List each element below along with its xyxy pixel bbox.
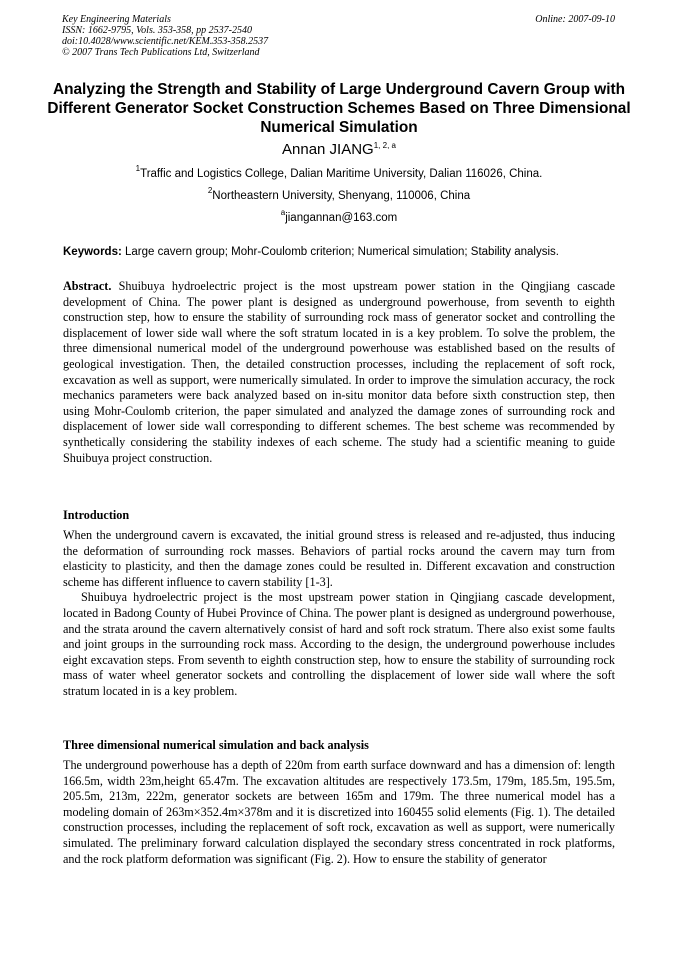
- section-2-paragraph-1: The underground powerhouse has a depth of 220m from earth surface downward and has a dimension of: length 166.5m, width 23m,height 65.47m. The excavation altitudes are respectively 173.5m, 179m, 185.5m, 195.5m, 205.5m, 213m, 222m, generator sockets are between 165m and 179m. The three numerical model has a modeling domain of 263m×352.4m×378m and it is discretized into 160455 solid elements (Fig. 1). The detailed construction processes, including the replacement of soft rock, excavation as well as support, were numerically simulated. The preliminary forward calculation displayed the secondary stress concentrated in rock platforms, and the rock platform deformation was significant (Fig. 2). How to ensure the stability of generator: [63, 758, 615, 866]
- affiliation-1: [0, 164, 678, 181]
- abstract-text: Shuibuya hydroelectric project is the most upstream power station in the Qingjiang cascade development of China. The power plant is designed as underground powerhouse, from seventh to eighth construction step, how to ensure the stability of surrounding rock mass of generator socket and controlling the displacement of lower side wall where the soft stratum located in is a key problem. To solve the problem, the three dimensional numerical model of the underground powerhouse was established based on the results of geological investigation. Then, the detailed construction processes, including the replacement of soft rock, excavation as well as support, were numerically simulated. In order to improve the simulation accuracy, the rock mechanics parameters were back analyzed based on in-situ monitor data before sixth construction step, then using Mohr-Coulomb criterion, the paper simulated and analyzed the damage zones of surrounding rock and displacement of lower side wall corresponding to different schemes. The best scheme was recommended by synthetically considering the stability indexes of each scheme. The study had a scientific meaning to guide Shuibuya project construction.: [63, 279, 616, 465]
- author-email: [0, 208, 678, 225]
- introduction-paragraph-1: When the underground cavern is excavated, the initial ground stress is released and re-adjusted, thus inducing the deformation of surrounding rock masses. Behaviors of partial rocks around the cavern may turn from elasticity to plasticity, and then the damage zones could be resulted in. Different excavation and construction scheme has different influence to cavern stability [1-3].: [63, 528, 615, 589]
- abstract: [63, 279, 615, 466]
- author-superscript: 1, 2, a: [373, 141, 396, 150]
- online-date: Online: 2007-09-10: [535, 14, 615, 25]
- abstract-label: Abstract.: [63, 279, 112, 293]
- author-line: [0, 140, 678, 160]
- issn-line: ISSN: 1662-9795, Vols. 353-358, pp 2537-2540: [62, 25, 252, 36]
- email-marker: a: [280, 208, 286, 217]
- section-2-heading: Three dimensional numerical simulation and back analysis: [63, 738, 369, 752]
- affiliation-2-text: Northeastern University, Shenyang, 110006, China: [212, 190, 471, 202]
- section-2-body: [63, 758, 615, 867]
- keywords-text: Large cavern group; Mohr-Coulomb criterion; Numerical simulation; Stability analysis.: [125, 246, 559, 258]
- introduction-paragraph-2: Shuibuya hydroelectric project is the most upstream power station in Qingjiang cascade development, located in Badong County of Hubei Province of China. The power plant is designed as underground powerhouse, and the strata around the cavern alternatively consist of hard and soft rock stratum. There also exist some faults and joint groups in the surrounding rock mass. According to the design, the underground powerhouse includes eight excavation steps. From seventh to eighth construction step, how to ensure the stability of surrounding rock mass of water wheel generator sockets and controlling the displacement of lower side wall where the soft stratum located in is a key problem.: [63, 590, 615, 698]
- introduction-body: [63, 528, 615, 700]
- author-name: Annan JIANG: [282, 141, 374, 158]
- copyright-line: © 2007 Trans Tech Publications Ltd, Switzerland: [62, 47, 260, 58]
- affiliation-2: [0, 186, 678, 203]
- keywords: [63, 245, 623, 259]
- keywords-label: Keywords:: [63, 246, 122, 258]
- affiliation-1-text: Traffic and Logistics College, Dalian Maritime University, Dalian 116026, China.: [140, 168, 543, 180]
- affiliation-2-marker: 2: [207, 186, 213, 195]
- paper-title: Analyzing the Strength and Stability of Large Underground Cavern Group with Different Generator Socket Construction Schemes Based on Three Dimensional Numerical Simulation: [47, 81, 631, 136]
- affiliation-1-marker: 1: [135, 164, 141, 173]
- journal-header: [62, 14, 268, 58]
- introduction-heading: Introduction: [63, 508, 130, 522]
- journal-name: Key Engineering Materials: [62, 14, 171, 25]
- email-text: jiangannan@163.com: [285, 212, 398, 224]
- doi-line: doi:10.4028/www.scientific.net/KEM.353-358.2537: [62, 36, 269, 47]
